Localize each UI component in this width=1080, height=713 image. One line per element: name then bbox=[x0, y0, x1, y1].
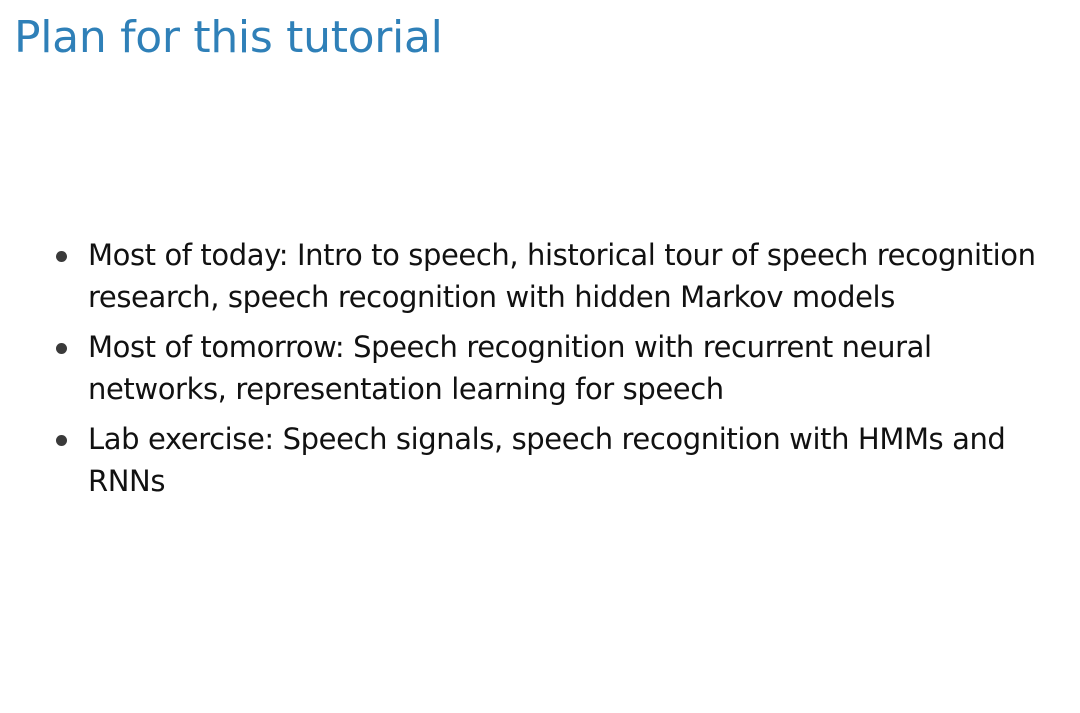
bullet-text-line: Most of today: Intro to speech, historical tour of speech recognition bbox=[88, 238, 1036, 272]
bullet-list bbox=[0, 234, 1080, 510]
bullet-item-1 bbox=[0, 234, 1080, 318]
slide-title: Plan for this tutorial bbox=[14, 12, 443, 63]
bullet-icon bbox=[56, 343, 67, 354]
bullet-icon bbox=[56, 435, 67, 446]
bullet-item-3 bbox=[0, 418, 1080, 502]
bullet-text-line: Lab exercise: Speech signals, speech recognition with HMMs and bbox=[88, 422, 1006, 456]
bullet-text-line: RNNs bbox=[88, 464, 166, 498]
bullet-icon bbox=[56, 251, 67, 262]
bullet-item-2 bbox=[0, 326, 1080, 410]
bullet-text-line: Most of tomorrow: Speech recognition with recurrent neural bbox=[88, 330, 932, 364]
bullet-text-line: research, speech recognition with hidden Markov models bbox=[88, 280, 895, 314]
bullet-text-line: networks, representation learning for speech bbox=[88, 372, 724, 406]
